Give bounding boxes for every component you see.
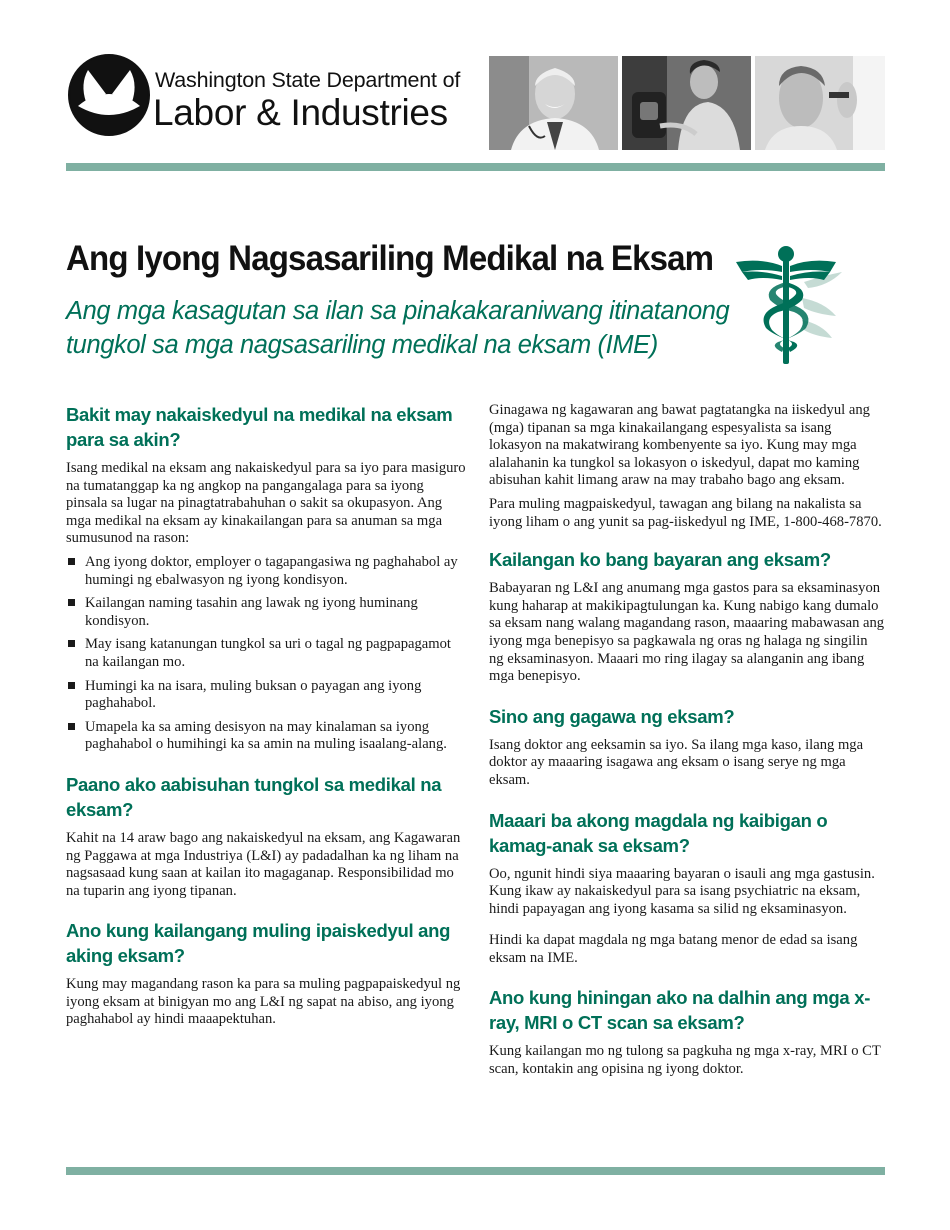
bullet-icon bbox=[68, 599, 75, 606]
section-heading: Ano kung hiningan ako na dalhin ang mga x-ray, MRI o CT scan sa eksam? bbox=[489, 987, 871, 1034]
section-body: Isang medikal na eksam ang nakaiskedyul para sa iyo para masiguro na tumatanggap ka ng angkop na pangangalaga para sa iyong pinsala sa lugar na pinagtatrabahuhan o sakit sa okupasyon. Ang mga medikal na eksam ay kinakailangan para sa anuman sa mga sumusunod na rason: bbox=[66, 460, 466, 547]
section-body: Babayaran ng L&I ang anumang mga gastos para sa eksaminasyon kung haharap at makikipagtulungan ka. Kung nabigo kang dumalo sa eksam nang walang magandang rason, maaaring mabawasan ang iyong mga benepisyo sa pagkawala ng oras ng halaga ng singilin ng eksaminasyon. Maaari mo ring ilagay sa alanganin ang ibang mga benepisyo. bbox=[489, 580, 885, 685]
doctor-portrait-photo bbox=[489, 56, 618, 150]
section-body: Kung kailangan mo ng tulong sa pagkuha ng mga x-ray, MRI o CT scan, kontakin ang opisina ng iyong doktor. bbox=[489, 1043, 881, 1078]
list-item: Kailangan naming tasahin ang lawak ng iyong huminang kondisyon. bbox=[66, 595, 466, 630]
bullet-icon bbox=[68, 558, 75, 565]
bullet-icon bbox=[68, 682, 75, 689]
section-body: Hindi ka dapat magdala ng mga batang menor de edad sa isang eksam na IME. bbox=[489, 932, 858, 966]
section-heading: Kailangan ko bang bayaran ang eksam? bbox=[489, 549, 831, 571]
left-column bbox=[66, 402, 466, 1035]
reasons-list bbox=[66, 554, 466, 754]
section-heading: Bakit may nakaiskedyul na medikal na eksam para sa akin? bbox=[66, 404, 453, 450]
org-name-line2: Labor & Industries bbox=[153, 92, 448, 133]
section-body: Oo, ngunit hindi siya maaaring bayaran o isauli ang mga gastusin. Kung ikaw ay nakaiskedyul para sa isang psychiatric na eksam, hindi papayagan ang iyong kasama sa silid ng eksaminasyon. bbox=[489, 865, 875, 917]
section-body: Para muling magpaiskedyul, tawagan ang bilang na nakalista sa iyong liham o ang yunit sa pag-iiskedyul ng IME, 1-800-468-7870. bbox=[489, 495, 882, 530]
header-divider bbox=[66, 163, 885, 171]
section-body: Isang doktor ang eeksamin sa iyo. Sa ilang mga kaso, ilang mga doktor ay maaaring isagawa ang eksam o isang serye ng mga eksam. bbox=[489, 736, 864, 788]
section-body: Ginagawa ng kagawaran ang bawat pagtatangka na iiskedyul ang (mga) tipanan sa mga kinakailangang espesyalista sa isang lokasyon na makatwirang kombenyente sa iyo. Kung may mga alalahanin ka tungkol sa lokasyon o iskedyul, dapat mo kaming abisuhan kahit limang araw na may trabaho bago ang eksam. bbox=[489, 402, 870, 489]
section-heading: Maaari ba akong magdala ng kaibigan o kamag-anak sa eksam? bbox=[489, 809, 828, 856]
footer-divider bbox=[66, 1167, 885, 1175]
bullet-icon bbox=[68, 723, 75, 730]
blood-pressure-exam-photo bbox=[622, 56, 751, 150]
ear-exam-photo bbox=[755, 56, 885, 150]
page-subtitle: Ang mga kasagutan sa ilan sa pinakakaraniwang itinatanong tungkol sa mga nagsasariling medikal na eksam (IME) bbox=[66, 297, 730, 359]
section-heading: Sino ang gagawa ng eksam? bbox=[489, 705, 735, 727]
section-heading: Ano kung kailangang muling ipaiskedyul ang aking eksam? bbox=[66, 920, 451, 967]
list-item: Umapela ka sa aming desisyon na may kinalaman sa iyong paghahabol o humihingi ka sa amin na muling isaalang-alang. bbox=[66, 719, 466, 754]
lni-logo-icon bbox=[66, 54, 152, 136]
section-body: Kahit na 14 araw bago ang nakaiskedyul na eksam, ang Kagawaran ng Paggawa at mga Industriya (L&I) ay padadalhan ka ng liham na nagsasaad kung saan at kailan ito magaganap. Responsibilidad mo na tuparin ang iyong tipanan. bbox=[66, 829, 461, 899]
list-item: May isang katanungan tungkol sa uri o tagal ng pagpapagamot na kailangan mo. bbox=[66, 636, 466, 671]
list-item: Humingi ka na isara, muling buksan o payagan ang iyong paghahabol. bbox=[66, 678, 466, 713]
section-body: Kung may magandang rason ka para sa muling pagpapaiskedyul ng iyong eksam at binigyan mo ang L&I ng sapat na abiso, ang iyong paghahabol ay hindi maaapektuhan. bbox=[66, 976, 461, 1028]
bullet-icon bbox=[68, 640, 75, 647]
list-item: Ang iyong doktor, employer o tagapangasiwa ng paghahabol ay humingi ng ebalwasyon ng iyong kondisyon. bbox=[66, 554, 466, 589]
right-column bbox=[489, 402, 885, 1085]
org-name-line1: Washington State Department of bbox=[155, 68, 461, 92]
page-title: Ang Iyong Nagsasariling Medikal na Eksam bbox=[66, 238, 714, 278]
caduceus-icon bbox=[732, 242, 848, 366]
section-heading: Paano ako aabisuhan tungkol sa medikal na eksam? bbox=[66, 773, 442, 820]
